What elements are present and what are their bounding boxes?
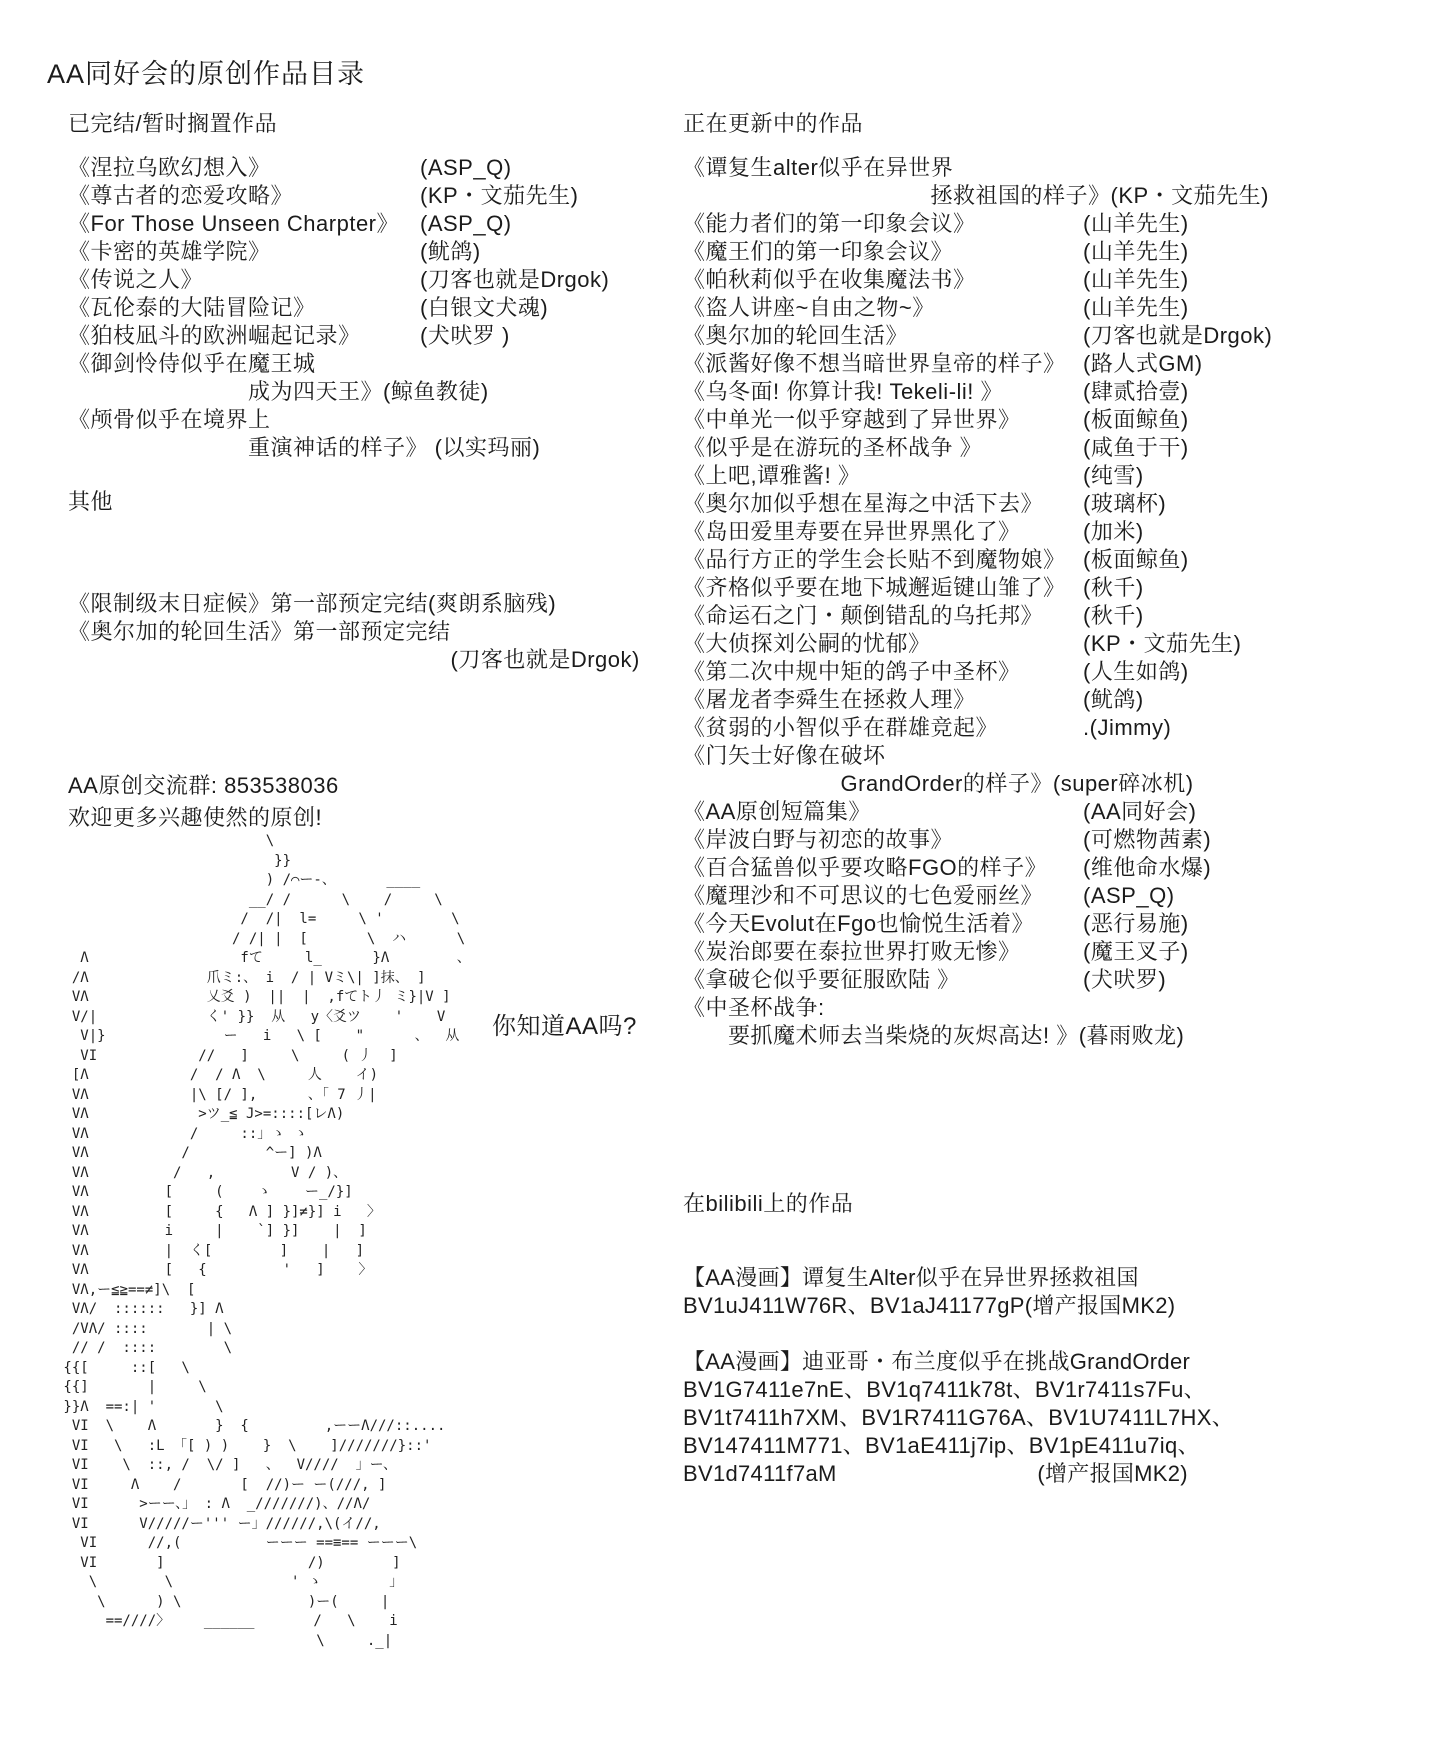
bilibili-entry: 【AA漫画】谭复生Alter似乎在异世界拯救祖国 BV1uJ411W76R、BV1aJ41177gP(增产报国MK2) [683, 1265, 1176, 1318]
work-author: (加米) [1083, 519, 1144, 544]
work-row [68, 618, 658, 674]
work-author: (犬吠罗 ) [420, 323, 510, 348]
work-row [683, 910, 1303, 938]
work-author: (肆贰拾壹) [1083, 379, 1189, 404]
work-row [683, 406, 1303, 434]
work-title: 《御剑怜侍似乎在魔王城 成为四天王》(鲸鱼教徒) [68, 351, 489, 404]
work-row [68, 266, 658, 294]
work-title: 《命运石之门・颠倒错乱的乌托邦》 [683, 603, 1044, 628]
work-row [683, 210, 1303, 238]
work-row [68, 590, 658, 618]
work-author: (山羊先生) [1083, 211, 1189, 236]
work-title: 《For Those Unseen Charpter》 [68, 211, 400, 236]
work-row [683, 574, 1303, 602]
work-title: 《瓦伦泰的大陆冒险记》 [68, 295, 316, 320]
work-row [683, 154, 1303, 210]
ascii-art-figure: \ }} ) /⌒ー-、 ____ __/ / \ / \ / /| l= \ ' \ / /| | [ \ ハ \ Λ fて l_ }Λ 、 /Λ 爪ミ:、 i / | Vミ\| ]抹、 ] VΛ 乂爻 ) || | ,fてト丿 ミ}|V ] V/| く' }} 从 y〈爻ツ ' V V|} ー i \ [ " 、 从 VI // ] \ ( 丿 ] [Λ / / Λ \ 人 イ) VΛ |\ [/ ], 、「 7 丿| VΛ >ツ_≦ J>=::::[レΛ) VΛ / ::」ゝ ゝ VΛ / ^ー] )Λ VΛ / , V / )、 VΛ [ ( ゝ ー_/}] VΛ [ { Λ ] }]≠}] i 〉 VΛ i | `] }] | ] VΛ | く[ ] | ] VΛ [ { ' ] 〉 VΛ,ー≦≧==≠]\ [ VΛ/ :::::: }] Λ /VΛ/ :::: | \ // / :::: \ {{[ ::[ \ {{] | \ }}Λ ==:| ' \ VI \ Λ } { ,ーーΛ///::.... VI \ :L 「[ ) ) } \ ]///////}::' VI \ ::, / \/ ] 、 V//// 」ー、 VI Λ / [ //)ー ー(///, ] VI >ーー、」 : Λ _///////)、//Λ/ VI V/////ー''' ー」//////,\(イ//, VI //,( ーーー ==≡== ーーー\ VI ] /) ] \ \ ' ゝ 」 \ ) \ )ー( | ==////〉 ______ / \ i \ ._| [63, 833, 471, 1649]
work-row [683, 462, 1303, 490]
work-title: 《魔王们的第一印象会议》 [683, 239, 954, 264]
work-row [683, 714, 1303, 742]
work-row [68, 350, 658, 406]
work-title: 《颅骨似乎在境界上 重演神话的样子》 (以实玛丽) [68, 407, 541, 460]
work-title: 《百合猛兽似乎要攻略FGO的样子》 [683, 855, 1048, 880]
work-row [683, 378, 1303, 406]
work-row [68, 322, 658, 350]
work-author: (山羊先生) [1083, 267, 1189, 292]
work-row [68, 238, 658, 266]
bilibili-section-header: 在bilibili上的作品 [683, 1191, 854, 1216]
work-title: 《涅拉乌欧幻想入》 [68, 155, 271, 180]
work-title: 《贫弱的小智似乎在群雄竞起》 [683, 715, 999, 740]
work-author: (白银文犬魂) [420, 295, 549, 320]
work-row [683, 630, 1303, 658]
other-works-list [68, 590, 658, 674]
work-row [68, 406, 658, 462]
work-title: 《岛田爱里寿要在异世界黑化了》 [683, 519, 1021, 544]
work-row [68, 210, 658, 238]
work-author: (秋千) [1083, 603, 1144, 628]
work-author: .(Jimmy) [1083, 715, 1172, 740]
work-row [683, 798, 1303, 826]
work-title: 《帕秋莉似乎在收集魔法书》 [683, 267, 976, 292]
work-row [683, 294, 1303, 322]
work-row [683, 434, 1303, 462]
work-title: 《似乎是在游玩的圣杯战争 》 [683, 435, 983, 460]
work-title: 《卡密的英雄学院》 [68, 239, 271, 264]
page-title: AA同好会的原创作品目录 [47, 59, 366, 89]
work-row [683, 350, 1303, 378]
work-row [683, 266, 1303, 294]
work-row [68, 294, 658, 322]
work-row [683, 518, 1303, 546]
work-title: 《狛枝凪斗的欧洲崛起记录》 [68, 323, 361, 348]
work-row [683, 686, 1303, 714]
work-row [68, 154, 658, 182]
work-title: 《拿破仑似乎要征服欧陆 》 [683, 967, 960, 992]
work-author: (山羊先生) [1083, 239, 1189, 264]
work-row [683, 490, 1303, 518]
work-title: 《中单光一似乎穿越到了异世界》 [683, 407, 1021, 432]
work-title: 《岸波白野与初恋的故事》 [683, 827, 954, 852]
work-title: 《门矢士好像在破坏 GrandOrder的样子》(super碎冰机) [683, 743, 1194, 796]
work-title: 《盗人讲座~自由之物~》 [683, 295, 935, 320]
other-section-header: 其他 [68, 489, 114, 514]
work-author: (鱿鸽) [420, 239, 481, 264]
work-row [683, 238, 1303, 266]
work-title: 《尊古者的恋爱攻略》 [68, 183, 294, 208]
work-title: 《AA原创短篇集》 [683, 799, 871, 824]
right-column [683, 110, 1303, 1516]
work-author: (人生如鸽) [1083, 659, 1189, 684]
work-author: (ASP_Q) [420, 155, 512, 180]
work-author: (ASP_Q) [420, 211, 512, 236]
work-title: 《齐格似乎要在地下城邂逅键山雏了》 [683, 575, 1066, 600]
work-title: 《炭治郎要在泰拉世界打败无惨》 [683, 939, 1021, 964]
work-title: 《上吧,谭雅酱! 》 [683, 463, 861, 488]
work-author: (鱿鸽) [1083, 687, 1144, 712]
work-row [683, 854, 1303, 882]
work-row [683, 742, 1303, 798]
left-column [68, 110, 658, 834]
work-author: (ASP_Q) [1083, 883, 1175, 908]
updating-section-header: 正在更新中的作品 [683, 111, 864, 136]
bilibili-entry: 【AA漫画】迪亚哥・布兰度似乎在挑战GrandOrder BV1G7411e7nE、BV1q7411k78t、BV1r7411s7Fu、 BV1t7411h7XM、BV1R7411G76A、BV1U7411L7HX、 BV147411M771、BV1aE411j7ip、BV1pE411u7iq、 BV1d7411f7aM (增产报国MK2) [683, 1349, 1235, 1486]
work-title: 《传说之人》 [68, 267, 204, 292]
work-author: (KP・文茄先生) [420, 183, 579, 208]
work-author: (恶行易施) [1083, 911, 1189, 936]
work-author: (AA同好会) [1083, 799, 1197, 824]
work-author: (咸鱼于干) [1083, 435, 1189, 460]
work-title: 《今天Evolut在Fgo也愉悦生活着》 [683, 911, 1035, 936]
work-row [683, 826, 1303, 854]
work-title: 《谭复生alter似乎在异世界 拯救祖国的样子》(KP・文茄先生) [683, 155, 1270, 208]
work-row [683, 966, 1303, 994]
work-title: 《大侦探刘公嗣的忧郁》 [683, 631, 931, 656]
work-row [683, 938, 1303, 966]
welcome-line: 欢迎更多兴趣使然的原创! [68, 805, 323, 830]
work-title: 《屠龙者李舜生在拯救人理》 [683, 687, 976, 712]
work-title: 《奥尔加的轮回生活》第一部预定完结 (刀客也就是Drgok) [68, 619, 640, 672]
work-title: 《能力者们的第一印象会议》 [683, 211, 976, 236]
work-title: 《限制级末日症候》第一部预定完结(爽朗系脑残) [68, 591, 557, 616]
speech-text: 你知道AA吗? [492, 1013, 637, 1040]
completed-section-header: 已完结/暂时搁置作品 [68, 111, 278, 136]
work-title: 《派酱好像不想当暗世界皇帝的样子》 [683, 351, 1066, 376]
work-author: (板面鲸鱼) [1083, 407, 1189, 432]
work-author: (山羊先生) [1083, 295, 1189, 320]
qq-group-line: AA原创交流群: 853538036 [68, 773, 339, 798]
work-author: (玻璃杯) [1083, 491, 1167, 516]
work-row [683, 602, 1303, 630]
work-row [683, 994, 1303, 1050]
work-title: 《奥尔加似乎想在星海之中活下去》 [683, 491, 1044, 516]
completed-works-list [68, 154, 658, 462]
contact-block [68, 770, 658, 834]
work-row [683, 546, 1303, 574]
work-row [683, 322, 1303, 350]
work-title: 《魔理沙和不可思议的七色爱丽丝》 [683, 883, 1044, 908]
work-row [683, 882, 1303, 910]
work-title: 《品行方正的学生会长贴不到魔物娘》 [683, 547, 1066, 572]
work-author: (犬吠罗) [1083, 967, 1167, 992]
work-author: (纯雪) [1083, 463, 1144, 488]
work-author: (秋千) [1083, 575, 1144, 600]
work-author: (可燃物茜素) [1083, 827, 1212, 852]
updating-works-list [683, 154, 1303, 1050]
work-author: (魔王叉子) [1083, 939, 1189, 964]
work-author: (刀客也就是Drgok) [1083, 323, 1273, 348]
work-author: (刀客也就是Drgok) [420, 267, 610, 292]
work-title: 《第二次中规中矩的鸽子中圣杯》 [683, 659, 1021, 684]
work-title: 《乌冬面! 你算计我! Tekeli-li! 》 [683, 379, 1004, 404]
work-title: 《奥尔加的轮回生活》 [683, 323, 909, 348]
work-author: (板面鲸鱼) [1083, 547, 1189, 572]
work-author: (KP・文茄先生) [1083, 631, 1242, 656]
work-row [68, 182, 658, 210]
work-author: (维他命水爆) [1083, 855, 1212, 880]
work-title: 《中圣杯战争: 要抓魔术师去当柴烧的灰烬高达! 》(暮雨败龙) [683, 995, 1185, 1048]
work-author: (路人式GM) [1083, 351, 1203, 376]
bilibili-entries [683, 1264, 1303, 1488]
work-row [683, 658, 1303, 686]
